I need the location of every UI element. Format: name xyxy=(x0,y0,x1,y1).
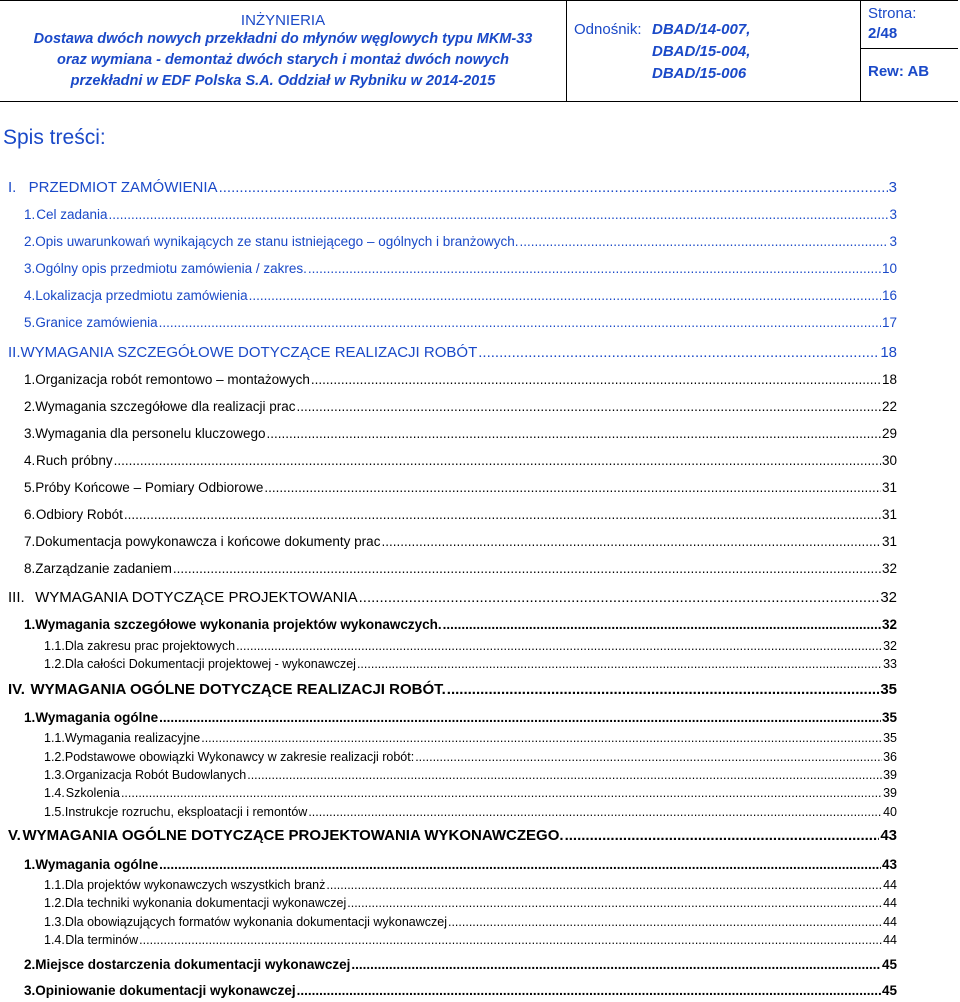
toc-entry-page: 31 xyxy=(881,534,897,549)
toc-entry-page: 44 xyxy=(883,915,897,929)
toc-leader-dots xyxy=(297,983,881,998)
toc-entry-page: 35 xyxy=(881,710,897,725)
toc-entry-text: Odbiory Robót xyxy=(35,507,123,522)
toc-entry[interactable] xyxy=(24,261,897,276)
project-title-line-2: oraz wymiana - demontaż dwóch starych i montaż dwóch nowych xyxy=(57,52,509,68)
toc-entry-text: Dla obowiązujących formatów wykonania dokumentacji wykonawczej xyxy=(64,915,447,929)
toc-entry-number: 1. xyxy=(24,372,36,387)
toc-entry-text: Cel zadania xyxy=(36,207,108,222)
toc-entry-text: Wymagania ogólne xyxy=(35,857,159,872)
toc-entry[interactable] xyxy=(8,589,897,606)
toc-leader-dots xyxy=(121,786,882,800)
toc-entry[interactable] xyxy=(44,805,897,819)
toc-leader-dots xyxy=(201,731,882,745)
toc-leader-dots xyxy=(173,561,881,576)
toc-entry-text: Dla całości Dokumentacji projektowej - wykonawczej xyxy=(64,657,356,671)
toc-entry-number: 2. xyxy=(24,957,36,972)
toc-entry-number: IV. xyxy=(8,681,25,698)
toc-entry-text: Wymagania szczegółowe wykonania projektów wykonawczych. xyxy=(35,617,442,632)
toc-leader-dots xyxy=(109,207,889,222)
toc-leader-dots xyxy=(359,589,880,606)
toc-entry[interactable] xyxy=(44,786,897,800)
toc-entry[interactable] xyxy=(44,768,897,782)
toc-entry-number: 1. xyxy=(24,710,36,725)
department-name: INŻYNIERIA xyxy=(240,12,326,29)
toc-entry[interactable] xyxy=(24,534,897,549)
toc-leader-dots xyxy=(357,657,882,671)
toc-entry-number: 1. xyxy=(24,617,36,632)
toc-leader-dots xyxy=(443,617,881,632)
toc-leader-dots xyxy=(219,179,888,196)
toc-entry[interactable] xyxy=(8,344,897,361)
toc-leader-dots xyxy=(267,426,881,441)
toc-entry-page: 30 xyxy=(881,453,897,468)
toc-entry-number: 4. xyxy=(24,288,36,303)
toc-leader-dots xyxy=(264,480,881,495)
toc-leader-dots xyxy=(347,896,882,910)
toc-entry-page: 3 xyxy=(889,234,897,249)
page-label: Strona: xyxy=(868,5,917,22)
toc-entry[interactable] xyxy=(44,750,897,764)
toc-entry[interactable] xyxy=(24,372,897,387)
toc-leader-dots xyxy=(448,915,882,929)
toc-entry[interactable] xyxy=(24,207,897,222)
toc-entry[interactable] xyxy=(44,731,897,745)
toc-entry-number: 1.2. xyxy=(44,657,65,671)
toc-entry-page: 44 xyxy=(883,933,897,947)
toc-entry[interactable] xyxy=(44,639,897,653)
toc-entry-text: Lokalizacja przedmiotu zamówienia xyxy=(35,288,248,303)
toc-entry-text: Instrukcje rozruchu, eksploatacji i remontów xyxy=(64,805,308,819)
toc-leader-dots xyxy=(381,534,881,549)
toc-entry[interactable] xyxy=(44,915,897,929)
toc-entry-text: Ogólny opis przedmiotu zamówienia / zakres. xyxy=(35,261,307,276)
toc-entry[interactable] xyxy=(24,857,897,872)
toc-entry-number: 6. xyxy=(24,507,36,522)
toc-leader-dots xyxy=(247,768,882,782)
toc-entry[interactable] xyxy=(8,681,897,698)
toc-leader-dots xyxy=(520,234,889,249)
reference-value-1: DBAD/14-007, xyxy=(652,21,751,38)
toc-entry-page: 18 xyxy=(881,372,897,387)
toc-entry-page: 31 xyxy=(881,480,897,495)
toc-entry-page: 45 xyxy=(881,957,897,972)
toc-entry-text: Dla zakresu prac projektowych xyxy=(64,639,236,653)
toc-entry-number: 1.1. xyxy=(44,731,65,745)
toc-entry[interactable] xyxy=(24,507,897,522)
toc-entry-page: 45 xyxy=(881,983,897,998)
page-number: 2/48 xyxy=(868,25,898,42)
toc-leader-dots xyxy=(311,372,881,387)
toc-entry[interactable] xyxy=(44,933,897,947)
toc-leader-dots xyxy=(159,857,881,872)
toc-leader-dots xyxy=(297,399,881,414)
toc-entry[interactable] xyxy=(24,480,897,495)
toc-leader-dots xyxy=(447,681,880,698)
toc-entry-page: 32 xyxy=(881,561,897,576)
revision-label: Rew: AB xyxy=(868,63,930,80)
toc-entry-page: 40 xyxy=(883,805,897,819)
reference-label: Odnośnik: xyxy=(574,21,642,38)
toc-entry-number: V. xyxy=(8,827,21,844)
toc-entry[interactable] xyxy=(24,710,897,725)
toc-entry-number: 3. xyxy=(24,261,36,276)
toc-leader-dots xyxy=(159,315,881,330)
toc-entry-text: WYMAGANIA OGÓLNE DOTYCZĄCE REALIZACJI ROBÓT. xyxy=(30,681,446,698)
toc-entry-number: III. xyxy=(8,589,25,606)
reference-value-3: DBAD/15-006 xyxy=(652,65,747,82)
toc-leader-dots xyxy=(139,933,882,947)
toc-leader-dots xyxy=(114,453,881,468)
toc-leader-dots xyxy=(249,288,881,303)
toc-entry-number: 1.2. xyxy=(44,896,65,910)
toc-entry-text: Opiniowanie dokumentacji wykonawczej xyxy=(35,983,296,998)
toc-entry-page: 32 xyxy=(881,617,897,632)
toc-entry-text: Dla projektów wykonawczych wszystkich branż xyxy=(64,878,326,892)
toc-entry[interactable] xyxy=(24,426,897,441)
toc-leader-dots xyxy=(478,344,879,361)
toc-entry[interactable] xyxy=(24,453,897,468)
toc-entry-page: 18 xyxy=(880,344,897,361)
toc-leader-dots xyxy=(236,639,882,653)
toc-entry-number: 1.5. xyxy=(44,805,65,819)
toc-leader-dots xyxy=(565,827,880,844)
toc-entry-text: PRZEDMIOT ZAMÓWIENIA xyxy=(28,179,218,196)
toc-entry[interactable] xyxy=(24,315,897,330)
toc-entry-page: 29 xyxy=(881,426,897,441)
toc-entry-text: Wymagania realizacyjne xyxy=(64,731,201,745)
toc-entry-number: 1.4. xyxy=(44,933,65,947)
toc-entry-page: 44 xyxy=(883,878,897,892)
toc-entry-number: 2. xyxy=(24,234,36,249)
toc-entry-text: Wymagania dla personelu kluczowego xyxy=(35,426,266,441)
toc-entry-text: WYMAGANIA SZCZEGÓŁOWE DOTYCZĄCE REALIZACJI ROBÓT xyxy=(20,344,478,361)
toc-entry-text: Granice zamówienia xyxy=(35,315,158,330)
toc-entry[interactable] xyxy=(24,957,897,972)
toc-entry[interactable] xyxy=(24,399,897,414)
toc-entry-text: Zarządzanie zadaniem xyxy=(35,561,172,576)
toc-leader-dots xyxy=(124,507,881,522)
toc-entry-text: Dla terminów xyxy=(65,933,139,947)
toc-entry-number: 1. xyxy=(24,857,36,872)
toc-leader-dots xyxy=(159,710,881,725)
toc-entry-text: Organizacja robót remontowo – montażowych xyxy=(35,372,310,387)
toc-entry-text: Próby Końcowe – Pomiary Odbiorowe xyxy=(35,480,264,495)
toc-entry[interactable] xyxy=(8,827,897,844)
toc-entry-page: 16 xyxy=(881,288,897,303)
toc-entry[interactable] xyxy=(24,983,897,998)
toc-entry[interactable] xyxy=(24,234,897,249)
toc-entry-number: 2. xyxy=(24,399,36,414)
toc-entry-number: 1. xyxy=(24,207,36,222)
toc-entry-text: Wymagania szczegółowe dla realizacji prac xyxy=(35,399,296,414)
toc-entry[interactable] xyxy=(24,561,897,576)
toc-entry-text: Wymagania ogólne xyxy=(35,710,159,725)
toc-entry[interactable] xyxy=(44,896,897,910)
toc-leader-dots xyxy=(308,261,881,276)
toc-entry-page: 33 xyxy=(883,657,897,671)
toc-entry-text: WYMAGANIA DOTYCZĄCE PROJEKTOWANIA xyxy=(35,589,358,606)
toc-entry-text: Organizacja Robót Budowlanych xyxy=(64,768,247,782)
toc-entry-number: 1.1. xyxy=(44,878,65,892)
toc-entry-page: 43 xyxy=(880,827,897,844)
toc-entry-number: 1.1. xyxy=(44,639,65,653)
toc-entry-page: 3 xyxy=(888,179,897,196)
project-title-line-1: Dostawa dwóch nowych przekładni do młynów węglowych typu MKM-33 xyxy=(33,31,533,47)
toc-entry-text: Szkolenia xyxy=(65,786,120,800)
toc-entry-number: 3. xyxy=(24,426,36,441)
toc-leader-dots xyxy=(415,750,882,764)
toc-entry-page: 35 xyxy=(880,681,897,698)
toc-entry-page: 17 xyxy=(881,315,897,330)
toc-entry-number: I. xyxy=(8,179,17,196)
toc-entry-number: 8. xyxy=(24,561,36,576)
toc-entry-number: 7. xyxy=(24,534,36,549)
toc-entry-page: 10 xyxy=(881,261,897,276)
toc-entry-number: 1.3. xyxy=(44,915,65,929)
toc-entry[interactable] xyxy=(44,657,897,671)
toc-entry-page: 32 xyxy=(880,589,897,606)
toc-entry-text: Miejsce dostarczenia dokumentacji wykonawczej xyxy=(35,957,351,972)
toc-entry-text: Dla techniki wykonania dokumentacji wykonawczej xyxy=(64,896,347,910)
toc-entry-number: 1.4. xyxy=(44,786,65,800)
toc-entry-text: Podstawowe obowiązki Wykonawcy w zakresie realizacji robót: xyxy=(64,750,415,764)
toc-entry-page: 32 xyxy=(883,639,897,653)
project-title-line-3: przekładni w EDF Polska S.A. Oddział w Rybniku w 2014-2015 xyxy=(70,73,496,89)
toc-entry-page: 39 xyxy=(883,786,897,800)
toc-entry[interactable] xyxy=(24,288,897,303)
toc-entry-number: 1.2. xyxy=(44,750,65,764)
toc-entry-text: Opis uwarunkowań wynikających ze stanu istniejącego – ogólnych i branżowych. xyxy=(35,234,519,249)
toc-entry-text: WYMAGANIA OGÓLNE DOTYCZĄCE PROJEKTOWANIA WYKONAWCZEGO. xyxy=(22,827,564,844)
toc-entry-number: 3. xyxy=(24,983,36,998)
toc-entry-text: Dokumentacja powykonawcza i końcowe dokumenty prac xyxy=(35,534,381,549)
toc-entry[interactable] xyxy=(44,878,897,892)
toc-entry-number: II. xyxy=(8,344,21,361)
toc-entry-number: 4. xyxy=(24,453,36,468)
toc-entry-page: 44 xyxy=(883,896,897,910)
toc-entry-page: 36 xyxy=(883,750,897,764)
toc-entry-text: Ruch próbny xyxy=(36,453,113,468)
toc-leader-dots xyxy=(308,805,882,819)
toc-entry-page: 43 xyxy=(881,857,897,872)
toc-entry-page: 39 xyxy=(883,768,897,782)
toc-entry-number: 1.3. xyxy=(44,768,65,782)
toc-entry-page: 31 xyxy=(881,507,897,522)
toc-title: Spis treści: xyxy=(3,126,106,149)
toc-entry[interactable] xyxy=(8,179,897,196)
toc-entry-page: 35 xyxy=(883,731,897,745)
toc-entry-page: 3 xyxy=(889,207,897,222)
toc-entry-number: 5. xyxy=(24,315,36,330)
reference-value-2: DBAD/15-004, xyxy=(652,43,751,60)
toc-entry-page: 22 xyxy=(881,399,897,414)
toc-leader-dots xyxy=(351,957,881,972)
toc-entry-number: 5. xyxy=(24,480,36,495)
toc-leader-dots xyxy=(326,878,882,892)
toc-entry[interactable] xyxy=(24,617,897,632)
